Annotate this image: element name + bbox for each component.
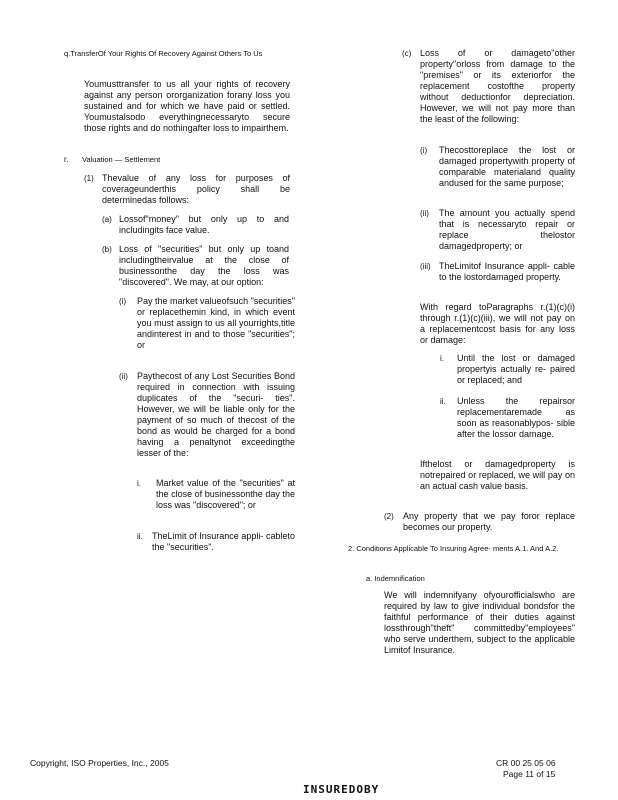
section-q-body: Youmusttransfer to us all your rights of recovery against any person ororganization forany loss you sustained and for which we have paid or settled. Youmustalsodo everythingnecessaryto secure those rights and do nothingafter loss to impairthem. (84, 79, 290, 133)
item-i-number: (i) (119, 297, 127, 306)
regard-item-ii-text: Unless the repairsor replacementaremade as soon as reasonablypos- sible after the lossor damage. (457, 396, 575, 439)
regard-item-i-number: i. (440, 354, 444, 363)
regard-paragraph: With regard toParagraphs r.(1)(c)(i) through r.(1)(c)(iii), we will not pay on a replacementcost basis for any loss or damage: (420, 302, 575, 345)
item-cii-number: (ii) (420, 209, 429, 218)
section-r-heading: Valuation — Settlement (82, 155, 161, 164)
item-b-number: (b) (102, 245, 112, 254)
section-r-label: r. (64, 155, 69, 164)
item-r1-number: (1) (84, 174, 94, 183)
copyright-notice: Copyright, ISO Properties, Inc., 2005 (30, 758, 169, 768)
item-b-text: Loss of "securities" but only up toand includingtheirvalue at the close of businessonthe day the loss was "discovered". We may, at our option: (119, 244, 289, 287)
section-a-body: We will indemnifyany ofyourofficialswho are required by law to give individual bondsfor the faithful performance of their duties against lossthrough"theft" committedby"employees" who serve underthem, subject to the applicable Limitof Insurance. (384, 590, 575, 655)
item-ii-number: (ii) (119, 372, 128, 381)
section-a-heading: a. Indemnification (366, 574, 425, 583)
sub-item-i-number: i. (137, 479, 141, 488)
form-number: CR 00 25 05 06 (496, 758, 556, 768)
item-c-number: (c) (402, 49, 412, 58)
actual-cash-value-paragraph: Ifthelost or damagedproperty is notrepaired or replaced, we will pay on an actual cash value basis. (420, 459, 575, 491)
sub-item-ii-text: TheLimit of Insurance appli- cableto the "securities". (152, 531, 295, 552)
item-a-text: Lossof"money" but only up to and includingits face value. (119, 214, 289, 235)
regard-item-i-text: Until the lost or damaged propertyis actually re- paired or replaced; and (457, 353, 575, 385)
page-number: Page 11 of 15 (503, 769, 556, 779)
item-ciii-number: (iii) (420, 262, 431, 271)
watermark-brand: INSUREDOBY (303, 783, 380, 796)
item-ii-text: Paythecost of any Lost Securities Bond required in connection with issuing duplicates of the "securi- ties". However, we will be liable only for the payment of so much of thecost of the bond as would be charged for a bond having a penaltynot exceedingthe lesser of the: (137, 371, 295, 458)
section-2-heading: 2. Conditions Applicable To Insuring Agree- ments A.1. And A.2. (348, 544, 559, 553)
item-cii-text: The amount you actually spend that is necessaryto repair or replace thelostor damagedproperty; or (439, 208, 575, 251)
item-r2-number: (2) (384, 512, 394, 521)
item-i-text: Pay the market valueofsuch "securities" or replacethemin kind, in which event you must assign to us all yourrights,title andinterest in and to those "securities"; or (137, 296, 295, 350)
regard-item-ii-number: ii. (440, 397, 446, 406)
item-c-text: Loss of or damageto"other property"orloss from damage to the "premises" or its exteriorfor the replacement costofthe property without deductionfor depreciation. However, we will not pay more than the least of the following: (420, 48, 575, 124)
item-r2-text: Any property that we pay foror replace becomes our property. (403, 511, 575, 532)
item-a-number: (a) (102, 215, 112, 224)
section-q-heading: q.TransferOf Your Rights Of Recovery Against Others To Us (64, 49, 263, 58)
item-ci-text: Thecosttoreplace the lost or damaged propertywith property of comparable materialand quality andused for the same purpose; (439, 145, 575, 188)
sub-item-i-text: Market value of the "securities" at the close of businessonthe day the loss was "discovered"; or (156, 478, 295, 510)
item-r1-text: Thevalue of any loss for purposes of coverageunderthis policy shall be determinedas follows: (102, 173, 290, 205)
item-ciii-text: TheLimitof Insurance appli- cable to the lostordamaged property. (439, 261, 575, 282)
sub-item-ii-number: ii. (137, 532, 143, 541)
item-ci-number: (i) (420, 146, 428, 155)
